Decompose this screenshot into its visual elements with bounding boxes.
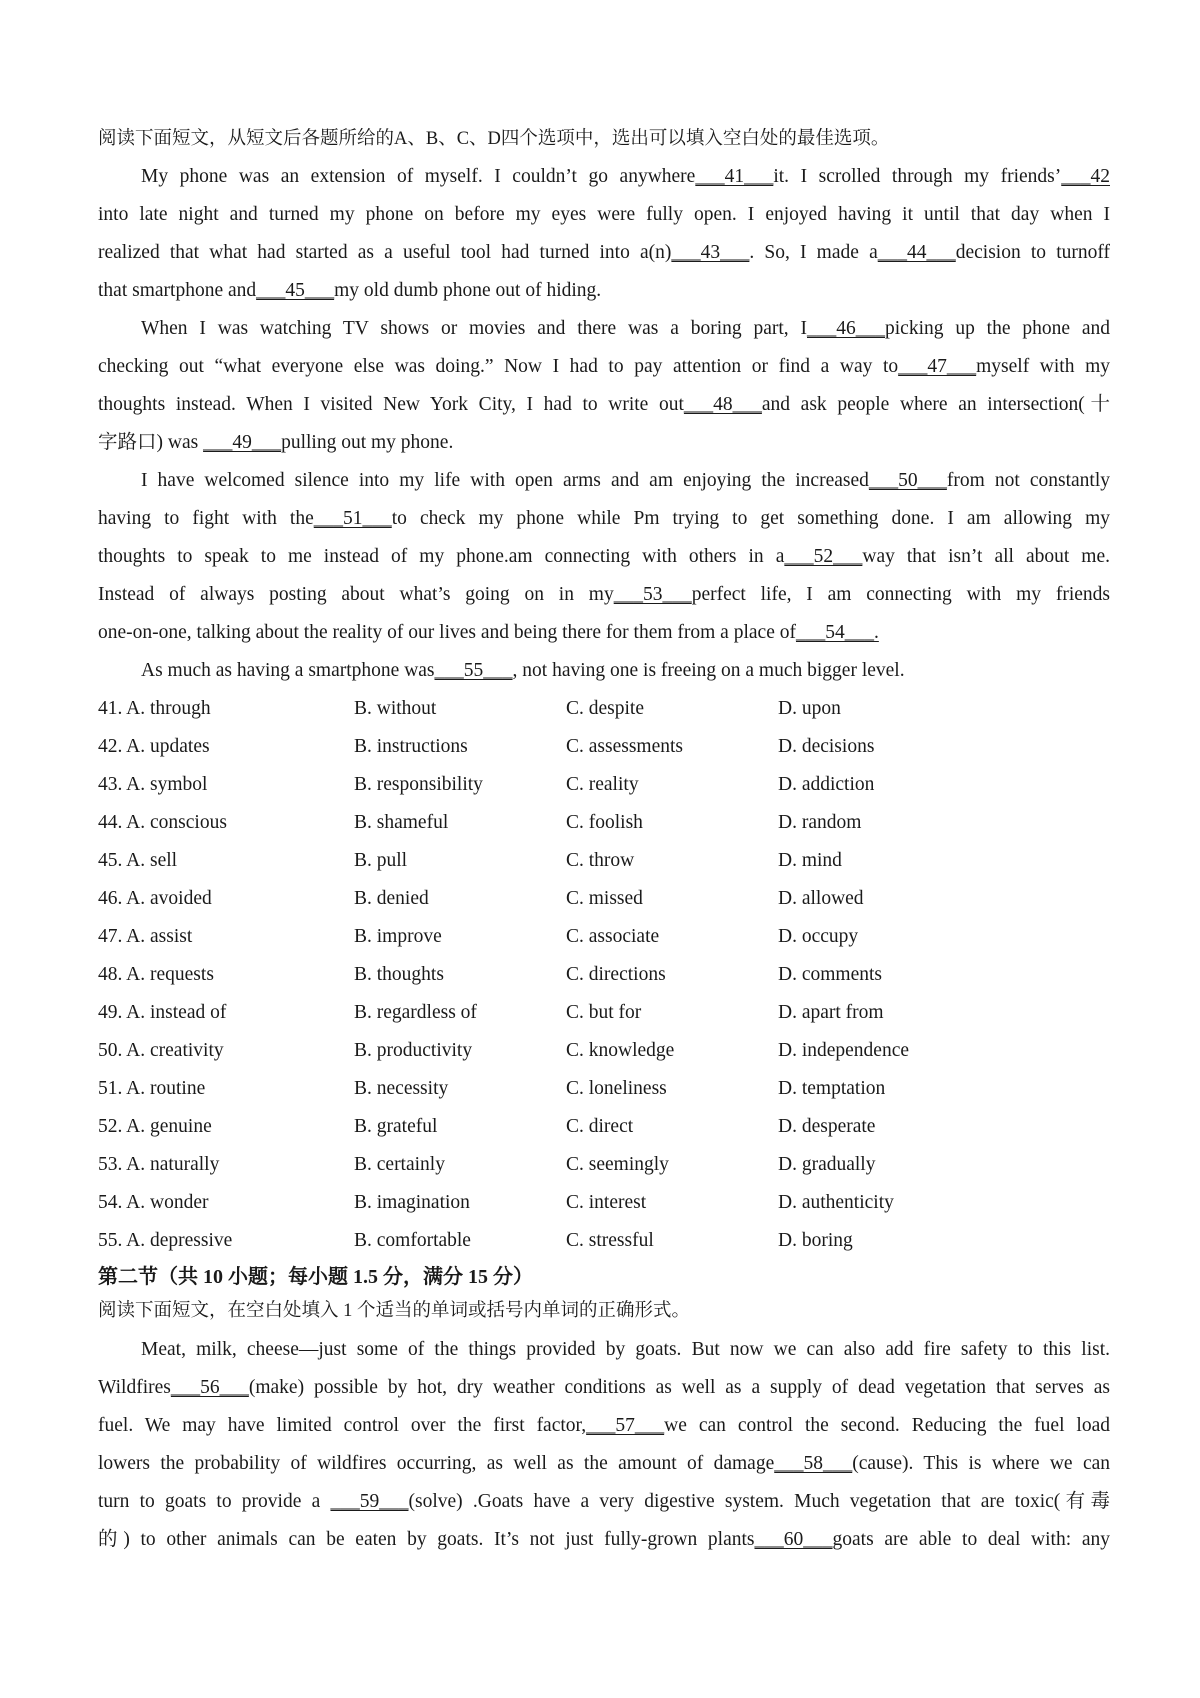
passage-text: As much as having a smartphone was xyxy=(141,660,435,681)
option-c: C. knowledge xyxy=(566,1040,675,1061)
option-a: 55. A. depressive xyxy=(98,1230,233,1251)
answer-blank: ___54___. xyxy=(795,622,879,643)
passage-text: decision to turnoff xyxy=(955,242,1110,263)
passage-line xyxy=(98,1407,1110,1445)
passage-text: turn to goats to provide a xyxy=(98,1491,331,1512)
part2-instruction: 阅读下面短文，在空白处填入 1 个适当的单词或括号内单词的正确形式。 xyxy=(98,1301,691,1321)
answer-blank: ___44___ xyxy=(877,242,956,263)
passage-text: thoughts instead. When I visited New York City, I had to write out xyxy=(98,394,684,415)
option-d: D. temptation xyxy=(778,1078,886,1099)
option-d: D. apart from xyxy=(778,1002,884,1023)
option-d: D. gradually xyxy=(778,1154,876,1175)
passage-text: . So, I made a xyxy=(749,242,878,263)
answer-blank: ___60___ xyxy=(754,1529,833,1550)
option-b: B. thoughts xyxy=(354,964,444,985)
options-list xyxy=(98,690,1110,1260)
answer-blank: ___55___ xyxy=(434,660,513,681)
option-b: B. necessity xyxy=(354,1078,449,1099)
passage-line xyxy=(98,614,1110,652)
option-d: D. random xyxy=(778,812,862,833)
passage-text: picking up the phone and xyxy=(885,318,1110,339)
passage-text: one-on-one, talking about the reality of our lives and being there for them from a place of xyxy=(98,622,796,643)
option-row xyxy=(98,918,1110,956)
passage-line xyxy=(98,1331,1110,1369)
answer-blank: ___58___ xyxy=(774,1453,853,1474)
option-c: C. seemingly xyxy=(566,1154,669,1175)
option-c: C. foolish xyxy=(566,812,643,833)
answer-blank: ___45___ xyxy=(256,280,335,301)
answer-blank: ___42 xyxy=(1061,166,1110,187)
passage-text: goats are able to deal with: any xyxy=(832,1529,1110,1550)
option-row xyxy=(98,1032,1110,1070)
option-c: C. directions xyxy=(566,964,666,985)
option-b: B. imagination xyxy=(354,1192,470,1213)
passage-text: checking out “what everyone else was doing.” Now I had to pay attention or find a way to xyxy=(98,356,899,377)
passage-text: Instead of always posting about what’s going on in my xyxy=(98,584,614,605)
option-d: D. independence xyxy=(778,1040,910,1061)
passage-text: I have welcomed silence into my life with open arms and am enjoying the increased xyxy=(141,470,869,491)
passage-line xyxy=(98,310,1110,348)
option-b: B. regardless of xyxy=(354,1002,477,1023)
answer-blank: ___47___ xyxy=(898,356,977,377)
option-a: 44. A. conscious xyxy=(98,812,227,833)
passage-text: fuel. We may have limited control over the first factor, xyxy=(98,1415,587,1436)
passage-text: Meat, milk, cheese—just some of the things provided by goats. But now we can also add fire safety to this list. xyxy=(141,1339,1110,1360)
option-c: C. throw xyxy=(566,850,635,871)
passage-line xyxy=(98,1521,1110,1559)
option-b: B. responsibility xyxy=(354,774,483,795)
answer-blank: ___50___ xyxy=(868,470,947,491)
option-b: B. productivity xyxy=(354,1040,473,1061)
option-b: B. denied xyxy=(354,888,429,909)
passage-text: to check my phone while Pm trying to get something done. I am allowing my xyxy=(391,508,1110,529)
answer-blank: ___51___ xyxy=(313,508,392,529)
option-d: D. occupy xyxy=(778,926,859,947)
option-row xyxy=(98,804,1110,842)
passage-2 xyxy=(98,1331,1110,1559)
option-a: 43. A. symbol xyxy=(98,774,208,795)
passage-line xyxy=(98,424,1110,462)
option-b: B. certainly xyxy=(354,1154,445,1175)
passage-line xyxy=(98,462,1110,500)
option-b: B. without xyxy=(354,698,437,719)
passage-text: When I was watching TV shows or movies and there was a boring part, I xyxy=(141,318,807,339)
passage-text: way that isn’t all about me. xyxy=(862,546,1110,567)
passage-text: lowers the probability of wildfires occurring, as well as the amount of damage xyxy=(98,1453,775,1474)
answer-blank: ___53___ xyxy=(613,584,692,605)
option-a: 53. A. naturally xyxy=(98,1154,220,1175)
passage-1 xyxy=(98,158,1110,690)
option-c: C. stressful xyxy=(566,1230,654,1251)
option-a: 49. A. instead of xyxy=(98,1002,227,1023)
option-c: C. loneliness xyxy=(566,1078,667,1099)
option-row xyxy=(98,766,1110,804)
option-c: C. reality xyxy=(566,774,639,795)
answer-blank: ___46___ xyxy=(807,318,885,339)
option-row xyxy=(98,994,1110,1032)
passage-text: (make) possible by hot, dry weather conditions as well as a supply of dead vegetation that serves as xyxy=(248,1377,1110,1398)
passage-text: we can control the second. Reducing the fuel load xyxy=(664,1415,1111,1436)
passage-text: my old dumb phone out of hiding. xyxy=(334,280,602,301)
passage-line xyxy=(98,1483,1110,1521)
section-2-heading: 第二节（共 10 小题；每小题 1.5 分，满分 15 分） xyxy=(98,1266,533,1288)
passage-text: 字路口) was xyxy=(98,432,204,453)
answer-blank: ___48___ xyxy=(683,394,762,415)
answer-blank: ___56___ xyxy=(170,1377,249,1398)
passage-line xyxy=(98,348,1110,386)
option-a: 45. A. sell xyxy=(98,850,178,871)
answer-blank: ___43___ xyxy=(671,242,750,263)
passage-text: pulling out my phone. xyxy=(281,432,454,453)
option-row xyxy=(98,956,1110,994)
option-row xyxy=(98,728,1110,766)
passage-text: from not constantly xyxy=(946,470,1110,491)
passage-line xyxy=(98,500,1110,538)
passage-line xyxy=(98,652,1110,690)
passage-line xyxy=(98,234,1110,272)
option-a: 42. A. updates xyxy=(98,736,210,757)
passage-line xyxy=(98,158,1110,196)
passage-text: , not having one is freeing on a much bigger level. xyxy=(512,660,905,681)
option-b: B. grateful xyxy=(354,1116,438,1137)
passage-text: that smartphone and xyxy=(98,280,257,301)
option-a: 47. A. assist xyxy=(98,926,193,947)
option-row xyxy=(98,1146,1110,1184)
option-c: C. missed xyxy=(566,888,643,909)
option-a: 54. A. wonder xyxy=(98,1192,209,1213)
option-d: D. boring xyxy=(778,1230,853,1251)
option-c: C. assessments xyxy=(566,736,683,757)
answer-blank: ___57___ xyxy=(586,1415,665,1436)
option-b: B. shameful xyxy=(354,812,449,833)
passage-text: Wildfires xyxy=(98,1377,171,1398)
option-row xyxy=(98,1108,1110,1146)
answer-blank: ___52___ xyxy=(784,546,863,567)
option-d: D. comments xyxy=(778,964,882,985)
option-c: C. direct xyxy=(566,1116,634,1137)
option-b: B. improve xyxy=(354,926,442,947)
passage-line xyxy=(98,576,1110,614)
passage-text: into late night and turned my phone on before my eyes were fully open. I enjoyed having it until that day when I xyxy=(98,204,1110,225)
option-a: 51. A. routine xyxy=(98,1078,206,1099)
option-d: D. desperate xyxy=(778,1116,876,1137)
option-a: 41. A. through xyxy=(98,698,211,719)
passage-text: perfect life, I am connecting with my friends xyxy=(691,584,1110,605)
option-c: C. associate xyxy=(566,926,660,947)
answer-blank: ___59___ xyxy=(330,1491,409,1512)
passage-line xyxy=(98,386,1110,424)
option-d: D. upon xyxy=(778,698,841,719)
part1-instruction: 阅读下面短文，从短文后各题所给的A、B、C、D四个选项中，选出可以填入空白处的最佳选项。 xyxy=(98,129,890,149)
passage-line xyxy=(98,196,1110,234)
option-d: D. mind xyxy=(778,850,842,871)
passage-text: and ask people where an intersection(十 xyxy=(761,394,1110,415)
option-b: B. pull xyxy=(354,850,408,871)
passage-line xyxy=(98,1445,1110,1483)
answer-blank: ___49___ xyxy=(203,432,282,453)
option-d: D. decisions xyxy=(778,736,875,757)
option-a: 48. A. requests xyxy=(98,964,214,985)
passage-text: having to fight with the xyxy=(98,508,314,529)
passage-text: realized that what had started as a useful tool had turned into a(n) xyxy=(98,242,672,263)
option-row xyxy=(98,880,1110,918)
section-part1 xyxy=(98,120,1110,1559)
passage-text: (solve) .Goats have a very digestive system. Much vegetation that are toxic(有毒 xyxy=(408,1491,1110,1512)
option-b: B. instructions xyxy=(354,736,468,757)
option-d: D. authenticity xyxy=(778,1192,894,1213)
option-a: 52. A. genuine xyxy=(98,1116,212,1137)
passage-text: it. I scrolled through my friends’ xyxy=(773,166,1062,187)
passage-text: thoughts to speak to me instead of my phone.am connecting with others in a xyxy=(98,546,785,567)
passage-text: 的) to other animals can be eaten by goats. It’s not just fully-grown plants xyxy=(98,1529,755,1550)
option-b: B. comfortable xyxy=(354,1230,471,1251)
option-d: D. addiction xyxy=(778,774,875,795)
option-row xyxy=(98,1070,1110,1108)
option-a: 46. A. avoided xyxy=(98,888,212,909)
passage-line xyxy=(98,272,1110,310)
passage-text: (cause). This is where we can xyxy=(852,1453,1111,1474)
answer-blank: ___41___ xyxy=(695,166,774,187)
option-row xyxy=(98,1184,1110,1222)
option-d: D. allowed xyxy=(778,888,864,909)
option-c: C. interest xyxy=(566,1192,647,1213)
passage-text: myself with my xyxy=(976,356,1110,377)
option-row xyxy=(98,1222,1110,1260)
passage-line xyxy=(98,538,1110,576)
passage-line xyxy=(98,1369,1110,1407)
option-row xyxy=(98,842,1110,880)
option-c: C. despite xyxy=(566,698,644,719)
passage-text: My phone was an extension of myself. I couldn’t go anywhere xyxy=(141,166,696,187)
option-a: 50. A. creativity xyxy=(98,1040,224,1061)
option-row xyxy=(98,690,1110,728)
option-c: C. but for xyxy=(566,1002,642,1023)
